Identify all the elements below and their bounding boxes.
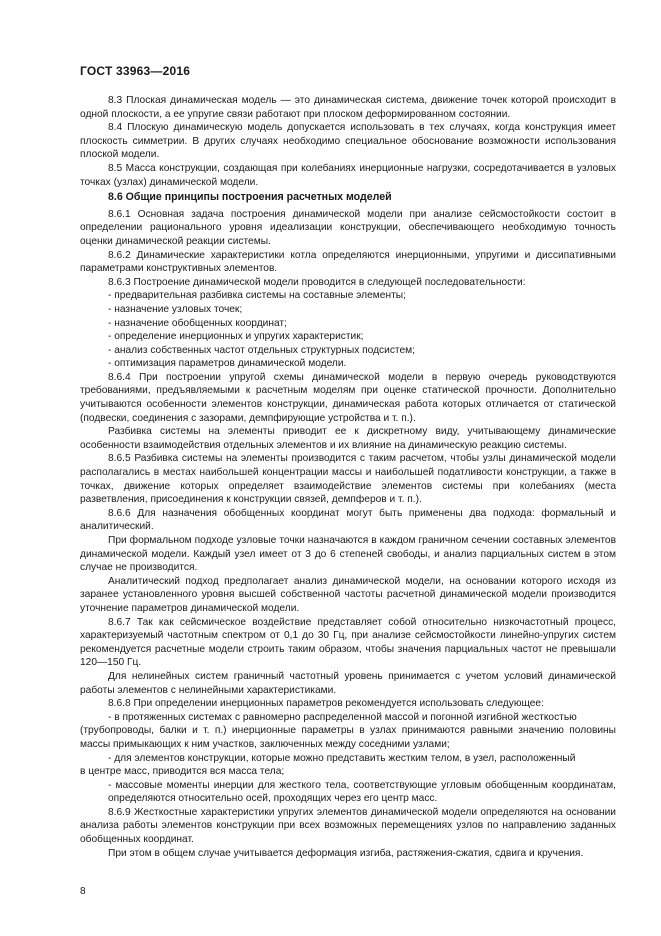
paragraph-8-4: 8.4 Плоскую динамическую модель допускается использовать в тех случаях, когда конструкция имеет плоскость симметрии. В других случаях необходимо специальное обоснование возможности использования плоской модели. xyxy=(80,122,616,161)
paragraph-8-6-8: 8.6.8 При определении инерционных параметров рекомендуется использовать следующее: xyxy=(108,698,544,710)
list-item: - назначение обобщенных координат; xyxy=(108,317,287,329)
paragraph-partition: Разбивка системы на элементы приводит ее к дискретному виду, учитывающему динамические особенности взаимодействия отдельных элементов и их влияние на динамическую реакцию системы. xyxy=(80,426,616,451)
paragraph-8-3: 8.3 Плоская динамическая модель — это динамическая система, движение точек которой происходит в одной плоскости, а ее упругие связи работают при плоском деформированном состоянии. xyxy=(80,95,616,120)
paragraph-8-6-1: 8.6.1 Основная задача построения динамической модели при анализе сейсмостойкости состоит в определении рационального уровня идеализации конструкции, обеспечивающего необходимую точность оценки динамической реакции системы. xyxy=(80,208,616,247)
list-item-continuation: (трубопроводы, балки и т. п.) инерционные параметры в узлах принимаются равными значению половины массы примыкающих к ним участков, заключенных между соседними узлами; xyxy=(80,725,616,750)
document-body xyxy=(80,94,616,860)
paragraph-8-6-3: 8.6.3 Построение динамической модели проводится в следующей последовательности: xyxy=(108,276,526,288)
list-item: - в протяженных системах с равномерно распределенной массой и погонной изгибной жесткостью xyxy=(108,711,577,723)
paragraph-8-6-9: 8.6.9 Жесткостные характеристики упругих элементов динамической модели определяются на основании анализа работы элементов конструкции при всех возможных перемещениях узлов по направлению заданных обобщенных координат. xyxy=(80,806,616,846)
paragraph-8-6-6: 8.6.6 Для назначения обобщенных координат могут быть применены два подхода: формальный и аналитический. xyxy=(80,507,616,533)
list-item-continuation: в центре масс, приводится вся масса тела; xyxy=(80,766,285,778)
paragraph-8-6-5: 8.6.5 Разбивка системы на элементы производится с таким расчетом, чтобы узлы динамической модели располагались в местах наибольшей концентрации массы и наибольшей податливости конструкции, а также в точках, движение которых определяет взаимодействие элементов системы при колебаниях (места разветвления, присоединения к конструкции связей, демпферов и т. п.). xyxy=(80,453,616,506)
list-item: - предварительная разбивка системы на составные элементы; xyxy=(108,290,406,302)
paragraph-analytic-approach: Аналитический подход предполагает анализ динамической модели, на основании которого исходя из заранее установленного уровня высшей собственной частоты расчетной динамической модели производится уточнение параметров динамической модели. xyxy=(80,575,616,614)
list-item: - массовые моменты инерции для жесткого тела, соответствующие угловым обобщенным координатам, определяются относительно осей, проходящих через его центр масс. xyxy=(108,779,616,805)
paragraph-8-6-7: 8.6.7 Так как сейсмическое воздействие представляет собой относительно низкочастотный процесс, характеризуемый частотным спектром от 0,1 до 30 Гц, при анализе сейсмостойкости линейно-упругих систем рекомендуется расчетные модели строить таким образом, чтобы значения парциальных частот не превышали 120—150 Гц. xyxy=(80,616,616,669)
paragraph-8-6-2: 8.6.2 Динамические характеристики котла определяются инерционными, упругими и диссипативными параметрами конструктивных элементов. xyxy=(80,249,616,275)
paragraph-8-6-4: 8.6.4 При построении упругой схемы динамической модели в первую очередь руководствуются требованиями, предъявляемыми к расчетным моделям при оценке статической прочности. Дополнительно учитываются особенности элементов конструкции, динамическая работа которых отличается от статической (подвески, соединения с зазорами, демпфирующие устройства и т. п.). xyxy=(80,371,616,424)
list-item: - определение инерционных и упругих характеристик; xyxy=(108,331,364,343)
paragraph-formal-approach: При формальном подходе узловые точки назначаются в каждом граничном сечении составных элементов динамической модели. Каждый узел имеет от 3 до 6 степеней свободы, и анализ парциальных систем в этом случае не производится. xyxy=(80,535,616,574)
paragraph-deformations: При этом в общем случае учитывается деформация изгиба, растяжения-сжатия, сдвига и кручения. xyxy=(108,847,584,859)
list-item: - для элементов конструкции, которые можно представить жестким телом, в узел, расположенный xyxy=(108,752,576,764)
list-item: - назначение узловых точек; xyxy=(108,303,243,315)
list-item: - анализ собственных частот отдельных структурных подсистем; xyxy=(108,344,415,356)
page-number: 8 xyxy=(80,886,86,897)
list-item: - оптимизация параметров динамической модели. xyxy=(108,358,347,370)
document-header: ГОСТ 33963—2016 xyxy=(80,64,191,78)
section-heading-8-6: 8.6 Общие принципы построения расчетных моделей xyxy=(108,191,392,204)
paragraph-nonlinear: Для нелинейных систем граничный частотный уровень принимается с учетом условий динамической работы элементов с нелинейными характеристиками. xyxy=(80,670,616,696)
paragraph-8-5: 8.5 Масса конструкции, создающая при колебаниях инерционные нагрузки, сосредотачивается в узловых точках (узлах) динамической модели. xyxy=(80,162,616,188)
